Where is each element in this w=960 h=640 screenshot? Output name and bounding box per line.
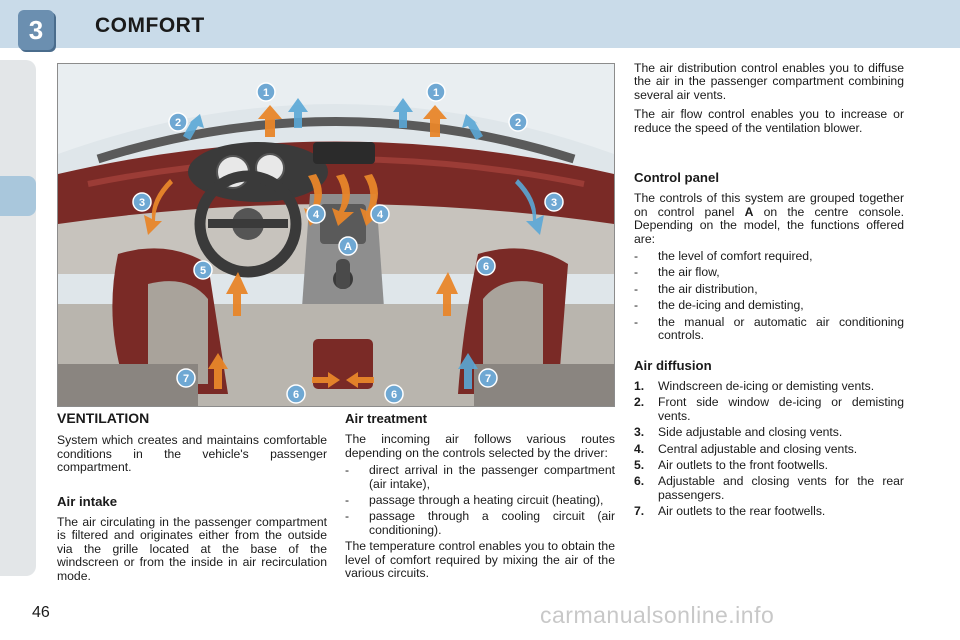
svg-text:1: 1 bbox=[432, 87, 440, 99]
svg-text:3: 3 bbox=[138, 197, 146, 209]
svg-text:6: 6 bbox=[482, 261, 490, 273]
ventilation-text: System which creates and maintains comfortable conditions in the vehicle's passenger compartment. bbox=[57, 433, 327, 475]
air-intake-text: The air circulating in the passenger compartment is filtered and originates either from the outside via the grille located at the base of the windscreen or from the inside in air recirculation mode. bbox=[57, 515, 327, 583]
chapter-sidebar-tab[interactable] bbox=[0, 176, 36, 216]
list-item: - the manual or automatic air conditioning controls. bbox=[634, 314, 904, 343]
list-item: 2. Front side window de-icing or demisting vents. bbox=[634, 395, 904, 423]
right-column bbox=[634, 62, 904, 522]
control-panel-text: The controls of this system are grouped together on control panel A on the centre console. Depending on the model, the functions offered are: bbox=[634, 191, 905, 246]
svg-text:4: 4 bbox=[376, 209, 384, 221]
callout-c5 bbox=[194, 261, 212, 279]
middle-column bbox=[345, 412, 615, 586]
list-item: 5. Air outlets to the front footwells. bbox=[634, 457, 829, 472]
callout-c1a bbox=[257, 83, 275, 101]
list-item: - the air distribution, bbox=[634, 281, 758, 296]
left-column bbox=[57, 412, 327, 589]
page-title: COMFORT bbox=[95, 14, 205, 37]
callout-c6c bbox=[385, 385, 403, 403]
svg-text:7: 7 bbox=[182, 373, 190, 385]
list-item: - the level of comfort required, bbox=[634, 249, 813, 264]
callout-c7a bbox=[177, 369, 195, 387]
list-item: - direct arrival in the passenger compartment (air intake), bbox=[345, 463, 615, 491]
air-treatment-intro: The incoming air follows various routes depending on the controls selected by the driver: bbox=[345, 432, 615, 460]
chapter-number: 3 bbox=[18, 10, 54, 50]
callout-c1b bbox=[427, 83, 445, 101]
svg-text:1: 1 bbox=[262, 87, 270, 99]
chapter-sidebar bbox=[0, 60, 36, 576]
callout-cA bbox=[339, 237, 357, 255]
ventilation-heading: VENTILATION bbox=[57, 410, 150, 426]
ventilation-diagram bbox=[57, 63, 615, 407]
callout-c4a bbox=[307, 205, 325, 223]
air-treatment-heading: Air treatment bbox=[345, 411, 428, 426]
watermark: carmanualsonline.info bbox=[540, 602, 775, 628]
svg-text:6: 6 bbox=[390, 389, 398, 401]
car-interior-illustration bbox=[58, 64, 614, 406]
list-item: - the de-icing and demisting, bbox=[634, 298, 804, 313]
list-item: - passage through a heating circuit (heating), bbox=[345, 493, 604, 508]
air-treatment-outro: The temperature control enables you to obtain the level of comfort required by mixing the air of the various circuits. bbox=[345, 539, 615, 581]
list-item: 6. Adjustable and closing vents for the rear passengers. bbox=[634, 474, 904, 502]
callout-c7b bbox=[479, 369, 497, 387]
callout-c3b bbox=[545, 193, 563, 211]
svg-text:5: 5 bbox=[199, 265, 207, 277]
list-item: 3. Side adjustable and closing vents. bbox=[634, 425, 843, 440]
svg-text:2: 2 bbox=[514, 117, 522, 129]
air-intake-heading: Air intake bbox=[57, 493, 118, 509]
callout-c2a bbox=[169, 113, 187, 131]
list-item: - passage through a cooling circuit (air conditioning). bbox=[345, 509, 615, 537]
callout-c2b bbox=[509, 113, 527, 131]
svg-text:A: A bbox=[344, 241, 352, 253]
svg-text:3: 3 bbox=[550, 197, 558, 209]
svg-text:2: 2 bbox=[174, 117, 182, 129]
list-item: 7. Air outlets to the rear footwells. bbox=[634, 504, 826, 519]
flow-text: The air flow control enables you to increase or reduce the speed of the ventilation blower. bbox=[634, 107, 904, 135]
callout-c3a bbox=[133, 193, 151, 211]
list-item: 4. Central adjustable and closing vents. bbox=[634, 441, 858, 456]
svg-text:7: 7 bbox=[484, 373, 492, 385]
air-diffusion-heading: Air diffusion bbox=[634, 357, 712, 373]
callout-c6b bbox=[287, 385, 305, 403]
svg-text:6: 6 bbox=[292, 389, 300, 401]
callout-c4b bbox=[371, 205, 389, 223]
control-panel-heading: Control panel bbox=[634, 170, 719, 186]
page-number: 46 bbox=[32, 604, 50, 621]
list-item: 1. Windscreen de-icing or demisting vents. bbox=[634, 378, 875, 393]
callout-c6a bbox=[477, 257, 495, 275]
distribution-text: The air distribution control enables you to diffuse the air in the passenger compartment combining several air vents. bbox=[634, 61, 904, 102]
list-item: - the air flow, bbox=[634, 265, 720, 280]
svg-text:4: 4 bbox=[312, 209, 320, 221]
